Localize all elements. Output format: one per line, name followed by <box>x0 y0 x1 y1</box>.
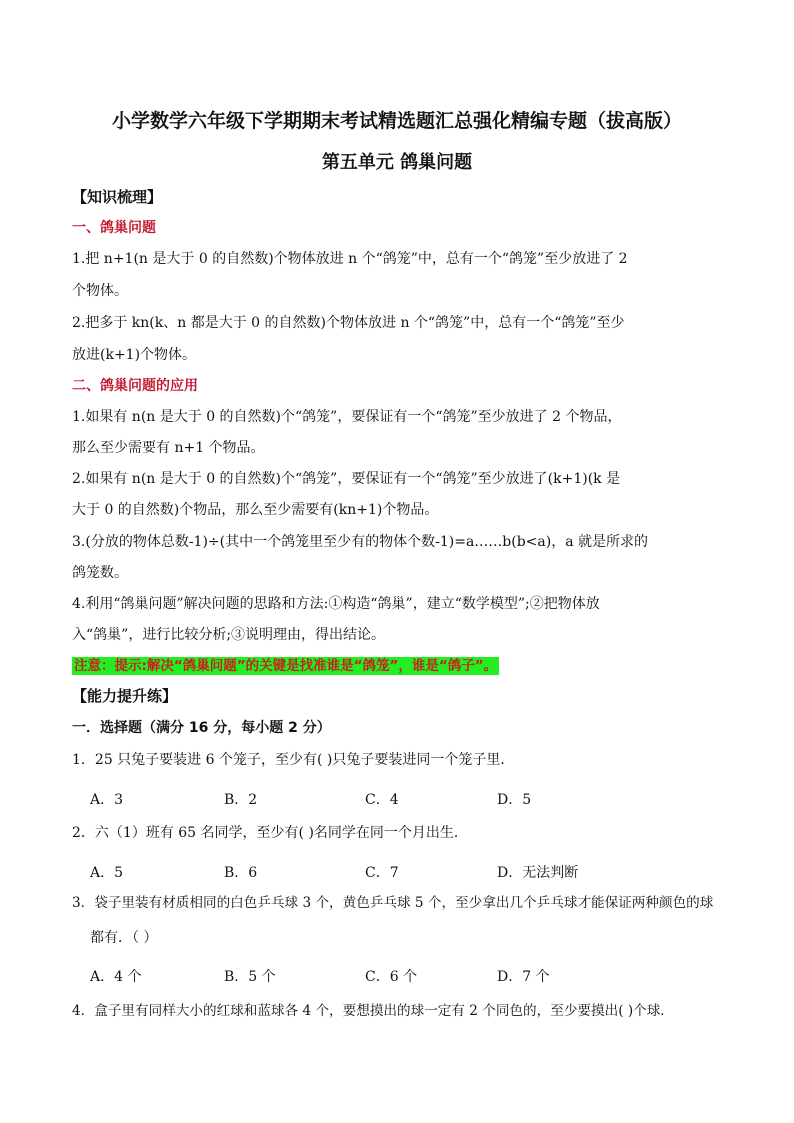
question-3-option-a: A．4 个 <box>90 969 142 985</box>
unit-title: 第五单元 鸽巢问题 <box>321 152 473 173</box>
paragraph-line: 放进(k+1)个物体。 <box>72 347 197 363</box>
paragraph-line: 2.把多于 kn(k、n 都是大于 0 的自然数)个物体放进 n 个“鸽笼”中，总有一个“鸽笼”至少 <box>72 315 625 331</box>
paragraph-line: 1.把 n+1(n 是大于 0 的自然数)个物体放进 n 个“鸽笼”中，总有一个“鸽笼”至少放进了 2 <box>72 251 628 267</box>
question-2-option-c: C．7 <box>365 865 399 881</box>
paragraph-line: 入“鸽巢”，进行比较分析;③说明理由，得出结论。 <box>72 627 386 643</box>
question-4-stem: 4．盒子里有同样大小的红球和蓝球各 4 个，要想摸出的球一定有 2 个同色的，至少要摸出( )个球． <box>72 1003 674 1019</box>
document-title: 小学数学六年级下学期期末考试精选题汇总强化精编专题（拔高版） <box>111 110 682 132</box>
paragraph-line: 个物体。 <box>72 283 128 299</box>
note-line <box>72 656 499 676</box>
paragraph-line: 3.(分放的物体总数-1)÷(其中一个鸽笼里至少有的物体个数-1)=a……b(b<a)，a 就是所求的 <box>72 534 649 550</box>
question-3-option-c: C．6 个 <box>365 969 418 985</box>
question-1-option-a: A．3 <box>90 792 124 808</box>
question-1-option-d: D．5 <box>497 792 532 808</box>
highlighted-note: 注意：提示:解决“鸽巢问题”的关键是找准谁是“鸽笼”，谁是“鸽子”。 <box>74 658 498 674</box>
question-3-stem-continued: 都有．（ ） <box>90 930 158 946</box>
paragraph-line: 那么至少需要有 n+1 个物品。 <box>72 440 265 456</box>
choice-section-header: 一．选择题（满分 16 分，每小题 2 分） <box>72 720 331 736</box>
question-3-option-d: D．7 个 <box>497 969 550 985</box>
question-2-stem: 2．六（1）班有 65 名同学，至少有( )名同学在同一个月出生． <box>72 825 468 841</box>
question-1-option-b: B．2 <box>224 792 258 808</box>
question-1-stem: 1．25 只兔子要装进 6 个笼子，至少有( )只兔子要装进同一个笼子里． <box>72 752 515 768</box>
question-1-option-c: C．4 <box>365 792 399 808</box>
paragraph-line: 4.利用“鸽巢问题”解决问题的思路和方法:①构造“鸽巢”，建立“数学模型”;②把物体放 <box>72 596 600 612</box>
knowledge-header: 【知识梳理】 <box>72 188 163 206</box>
section-2-title: 二、鸽巢问题的应用 <box>72 378 198 394</box>
question-3-stem: 3．袋子里装有材质相同的白色乒乓球 3 个，黄色乒乓球 5 个，至少拿出几个乒乓球才能保证两种颜色的球 <box>72 895 714 911</box>
section-1-title: 一、鸽巢问题 <box>72 220 156 236</box>
question-2-option-b: B．6 <box>224 865 258 881</box>
paragraph-line: 2.如果有 n(n 是大于 0 的自然数)个“鸽笼”，要保证有一个“鸽笼”至少放进了(k+1)(k 是 <box>72 471 621 487</box>
paragraph-line: 大于 0 的自然数)个物品，那么至少需要有(kn+1)个物品。 <box>72 502 439 518</box>
paragraph-line: 1.如果有 n(n 是大于 0 的自然数)个“鸽笼”，要保证有一个“鸽笼”至少放进了 2 个物品， <box>72 409 622 425</box>
practice-header: 【能力提升练】 <box>72 687 178 705</box>
question-2-option-d: D．无法判断 <box>497 865 579 881</box>
paragraph-line: 鸽笼数。 <box>72 565 128 581</box>
question-2-option-a: A．5 <box>90 865 124 881</box>
question-3-option-b: B．5 个 <box>224 969 276 985</box>
